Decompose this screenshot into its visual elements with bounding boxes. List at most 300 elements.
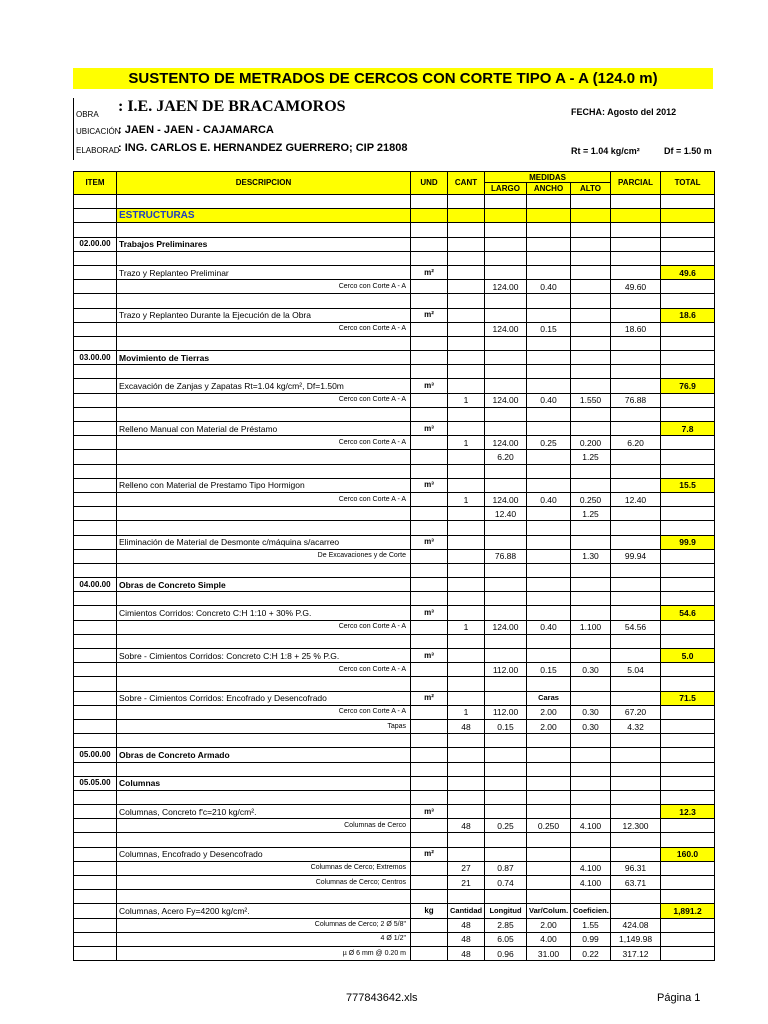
partida-total: 15.5 <box>661 478 715 492</box>
cell-largo <box>485 351 527 365</box>
cell-desc <box>117 464 411 478</box>
col-item: ITEM <box>74 172 117 195</box>
cell-und <box>411 436 448 450</box>
cell-cant <box>448 748 485 762</box>
blank-row <box>74 365 715 379</box>
detail-cant: 1 <box>448 393 485 407</box>
cell-cant <box>448 209 485 223</box>
detail-parcial: 12.40 <box>611 492 661 506</box>
cell-und <box>411 620 448 634</box>
cell-cant <box>448 308 485 322</box>
partida-description: Relleno con Material de Prestamo Tipo Hormigon <box>117 478 411 492</box>
detail-cant <box>448 280 485 294</box>
cell-item <box>74 805 117 819</box>
item-code: 05.05.00 <box>74 776 117 790</box>
cell-parcial <box>611 379 661 393</box>
cell-cant <box>448 634 485 648</box>
cell-ancho <box>527 379 571 393</box>
cell-desc <box>117 223 411 237</box>
cell-desc <box>117 734 411 748</box>
partida-total: 99.9 <box>661 535 715 549</box>
item-code: 02.00.00 <box>74 237 117 251</box>
cell-parcial <box>611 521 661 535</box>
partida-unit: m³ <box>411 606 448 620</box>
cell-und <box>411 322 448 336</box>
cell-total <box>661 734 715 748</box>
cell-item <box>74 251 117 265</box>
cell-alto <box>571 407 611 421</box>
cell-desc <box>117 762 411 776</box>
cell-cant <box>448 336 485 350</box>
obra-label: OBRA <box>76 110 99 119</box>
cell-cant <box>448 422 485 436</box>
subheader-cant: Cantidad <box>448 904 485 918</box>
section-row <box>74 776 715 790</box>
cell-largo <box>485 265 527 279</box>
blank-row <box>74 634 715 648</box>
partida-description: Cimientos Corridos: Concreto C:H 1:10 + 30% P.G. <box>117 606 411 620</box>
cell-largo <box>485 251 527 265</box>
cell-total <box>661 549 715 563</box>
cell-total <box>661 833 715 847</box>
cell-item <box>74 819 117 833</box>
detail-parcial: 18.60 <box>611 322 661 336</box>
detail-ancho: 31.00 <box>527 946 571 960</box>
cell-und <box>411 407 448 421</box>
header-elaborado-row <box>74 142 768 158</box>
cell-cant <box>448 535 485 549</box>
detail-row <box>74 705 715 719</box>
cell-ancho <box>527 464 571 478</box>
partida-row <box>74 847 715 861</box>
detail-row <box>74 507 715 521</box>
detail-cant <box>448 549 485 563</box>
cell-item <box>74 549 117 563</box>
partida-description: Relleno Manual con Material de Préstamo <box>117 422 411 436</box>
cell-largo <box>485 365 527 379</box>
partida-description: Columnas, Concreto f'c=210 kg/cm². <box>117 805 411 819</box>
cell-item <box>74 691 117 705</box>
detail-alto: 0.30 <box>571 705 611 719</box>
cell-alto <box>571 294 611 308</box>
cell-desc <box>117 890 411 904</box>
cell-alto <box>571 762 611 776</box>
detail-largo: 0.25 <box>485 819 527 833</box>
cell-alto <box>571 790 611 804</box>
detail-largo: 112.00 <box>485 705 527 719</box>
partida-row <box>74 606 715 620</box>
group-row <box>74 209 715 223</box>
cell-und <box>411 776 448 790</box>
cell-total <box>661 521 715 535</box>
partida-description: Excavación de Zanjas y Zapatas Rt=1.04 kg/cm², Df=1.50m <box>117 379 411 393</box>
partida-row <box>74 649 715 663</box>
cell-parcial <box>611 677 661 691</box>
cell-cant <box>448 790 485 804</box>
cell-desc <box>117 677 411 691</box>
cell-item <box>74 719 117 733</box>
blank-row <box>74 790 715 804</box>
cell-und <box>411 450 448 464</box>
col-alto: ALTO <box>571 183 611 195</box>
cell-ancho <box>527 535 571 549</box>
cell-ancho <box>527 592 571 606</box>
blank-row <box>74 521 715 535</box>
detail-alto <box>571 280 611 294</box>
blank-row <box>74 563 715 577</box>
partida-unit: m³ <box>411 422 448 436</box>
cell-parcial <box>611 237 661 251</box>
cell-parcial <box>611 478 661 492</box>
cell-alto <box>571 195 611 209</box>
detail-largo: 124.00 <box>485 620 527 634</box>
blank-row <box>74 762 715 776</box>
blank-row <box>74 890 715 904</box>
cell-cant <box>448 195 485 209</box>
header-ubicacion-row <box>74 124 768 140</box>
cell-ancho <box>527 209 571 223</box>
cell-total <box>661 492 715 506</box>
cell-alto <box>571 422 611 436</box>
detail-cant: 21 <box>448 876 485 890</box>
cell-cant <box>448 606 485 620</box>
partida-row <box>74 422 715 436</box>
detail-parcial: 5.04 <box>611 663 661 677</box>
cell-und <box>411 237 448 251</box>
detail-row <box>74 436 715 450</box>
detail-parcial: 12.300 <box>611 819 661 833</box>
cell-parcial <box>611 734 661 748</box>
cell-cant <box>448 351 485 365</box>
detail-largo: 12.40 <box>485 507 527 521</box>
cell-und <box>411 492 448 506</box>
cell-total <box>661 407 715 421</box>
detail-row <box>74 322 715 336</box>
cell-alto <box>571 464 611 478</box>
cell-item <box>74 379 117 393</box>
blank-row <box>74 592 715 606</box>
cell-total <box>661 719 715 733</box>
cell-alto <box>571 365 611 379</box>
detail-ancho: 0.15 <box>527 322 571 336</box>
cell-cant <box>448 578 485 592</box>
cell-total <box>661 195 715 209</box>
cell-item <box>74 195 117 209</box>
cell-und <box>411 890 448 904</box>
blank-row <box>74 464 715 478</box>
partida-unit: m³ <box>411 649 448 663</box>
partida-total: 76.9 <box>661 379 715 393</box>
cell-ancho <box>527 847 571 861</box>
partida-total: 160.0 <box>661 847 715 861</box>
cell-ancho <box>527 734 571 748</box>
cell-total <box>661 677 715 691</box>
cell-und <box>411 393 448 407</box>
cell-und <box>411 918 448 932</box>
cell-alto <box>571 223 611 237</box>
cell-largo <box>485 833 527 847</box>
cell-item <box>74 932 117 946</box>
detail-row <box>74 918 715 932</box>
partida-row <box>74 379 715 393</box>
cell-und <box>411 719 448 733</box>
partida-unit: m³ <box>411 805 448 819</box>
cell-total <box>661 393 715 407</box>
cell-ancho <box>527 478 571 492</box>
cell-und <box>411 705 448 719</box>
detail-largo: 0.74 <box>485 876 527 890</box>
cell-und <box>411 790 448 804</box>
cell-und <box>411 521 448 535</box>
cell-und <box>411 549 448 563</box>
cell-largo <box>485 762 527 776</box>
elaborado-value: : ING. CARLOS E. HERNANDEZ GUERRERO; CIP 21808 <box>118 142 408 154</box>
partida-row <box>74 535 715 549</box>
cell-und <box>411 932 448 946</box>
cell-cant <box>448 833 485 847</box>
detail-cant: 1 <box>448 492 485 506</box>
detail-ancho: 0.40 <box>527 393 571 407</box>
detail-alto: 1.30 <box>571 549 611 563</box>
cell-alto <box>571 251 611 265</box>
detail-alto: 4.100 <box>571 819 611 833</box>
cell-total <box>661 932 715 946</box>
cell-ancho <box>527 762 571 776</box>
cell-ancho <box>527 606 571 620</box>
cell-und <box>411 634 448 648</box>
cell-und <box>411 663 448 677</box>
cell-cant <box>448 677 485 691</box>
partida-unit: m³ <box>411 535 448 549</box>
cell-parcial <box>611 592 661 606</box>
cell-parcial <box>611 776 661 790</box>
detail-row <box>74 549 715 563</box>
cell-und <box>411 833 448 847</box>
cell-desc <box>117 365 411 379</box>
cell-item <box>74 663 117 677</box>
cell-parcial <box>611 535 661 549</box>
cell-largo <box>485 521 527 535</box>
cell-cant <box>448 691 485 705</box>
cell-parcial <box>611 748 661 762</box>
cell-item <box>74 847 117 861</box>
detail-description: Cerco con Corte A - A <box>117 620 411 634</box>
detail-parcial <box>611 450 661 464</box>
cell-item <box>74 606 117 620</box>
cell-desc <box>117 592 411 606</box>
cell-total <box>661 507 715 521</box>
cell-largo <box>485 578 527 592</box>
cell-alto <box>571 691 611 705</box>
cell-desc <box>117 521 411 535</box>
detail-ancho: 0.40 <box>527 280 571 294</box>
detail-ancho: 0.40 <box>527 620 571 634</box>
detail-description <box>117 450 411 464</box>
cell-largo <box>485 237 527 251</box>
cell-ancho <box>527 805 571 819</box>
cell-largo <box>485 379 527 393</box>
col-largo: LARGO <box>485 183 527 195</box>
col-total: TOTAL <box>661 172 715 195</box>
cell-alto <box>571 805 611 819</box>
header-obra-row <box>74 100 768 120</box>
partida-total: 1,891.2 <box>661 904 715 918</box>
cell-alto <box>571 237 611 251</box>
cell-largo <box>485 592 527 606</box>
cell-ancho <box>527 336 571 350</box>
section-row <box>74 578 715 592</box>
detail-description: Cerco con Corte A - A <box>117 393 411 407</box>
partida-description: Sobre - Cimientos Corridos: Concreto C:H 1:8 + 25 % P.G. <box>117 649 411 663</box>
detail-largo: 124.00 <box>485 280 527 294</box>
cell-largo <box>485 336 527 350</box>
cell-item <box>74 407 117 421</box>
cell-parcial <box>611 407 661 421</box>
partida-description: Sobre - Cimientos Corridos: Encofrado y Desencofrado <box>117 691 411 705</box>
detail-alto: 0.30 <box>571 719 611 733</box>
detail-description: Cerco con Corte A - A <box>117 322 411 336</box>
cell-total <box>661 946 715 960</box>
cell-und <box>411 819 448 833</box>
cell-ancho <box>527 351 571 365</box>
cell-alto <box>571 606 611 620</box>
detail-row <box>74 280 715 294</box>
partida-total: 12.3 <box>661 805 715 819</box>
cell-largo <box>485 209 527 223</box>
cell-item <box>74 280 117 294</box>
detail-largo: 76.88 <box>485 549 527 563</box>
cell-item <box>74 946 117 960</box>
blank-row <box>74 336 715 350</box>
footer-page: Página 1 <box>657 992 701 1004</box>
partida-total: 54.6 <box>661 606 715 620</box>
cell-parcial <box>611 365 661 379</box>
detail-parcial: 6.20 <box>611 436 661 450</box>
cell-ancho <box>527 649 571 663</box>
cell-und <box>411 280 448 294</box>
detail-largo: 124.00 <box>485 436 527 450</box>
caras-note: Caras <box>527 691 571 705</box>
cell-alto <box>571 478 611 492</box>
cell-item <box>74 436 117 450</box>
detail-row <box>74 946 715 960</box>
detail-ancho: 2.00 <box>527 705 571 719</box>
cell-alto <box>571 833 611 847</box>
cell-und <box>411 195 448 209</box>
cell-total <box>661 790 715 804</box>
cell-alto <box>571 308 611 322</box>
cell-largo <box>485 464 527 478</box>
cell-total <box>661 436 715 450</box>
cell-und <box>411 734 448 748</box>
cell-cant <box>448 365 485 379</box>
cell-alto <box>571 351 611 365</box>
cell-cant <box>448 563 485 577</box>
detail-largo: 112.00 <box>485 663 527 677</box>
cell-parcial <box>611 294 661 308</box>
cell-alto <box>571 677 611 691</box>
cell-alto <box>571 535 611 549</box>
section-row <box>74 351 715 365</box>
cell-item <box>74 762 117 776</box>
cell-und <box>411 876 448 890</box>
cell-total <box>661 251 715 265</box>
detail-parcial <box>611 507 661 521</box>
detail-largo: 0.87 <box>485 861 527 875</box>
cell-total <box>661 634 715 648</box>
cell-total <box>661 776 715 790</box>
partida-row <box>74 805 715 819</box>
cell-ancho <box>527 634 571 648</box>
cell-desc <box>117 336 411 350</box>
cell-largo <box>485 195 527 209</box>
partida-unit: m³ <box>411 379 448 393</box>
cell-total <box>661 450 715 464</box>
cell-cant <box>448 407 485 421</box>
cell-parcial <box>611 336 661 350</box>
cell-alto <box>571 379 611 393</box>
ubicacion-label: UBICACIÓN <box>76 127 121 136</box>
partida-unit: m² <box>411 308 448 322</box>
cell-parcial <box>611 833 661 847</box>
cell-parcial <box>611 691 661 705</box>
cell-alto <box>571 563 611 577</box>
cell-desc <box>117 790 411 804</box>
detail-row <box>74 450 715 464</box>
col-medidas: MEDIDAS <box>485 172 611 183</box>
cell-ancho <box>527 308 571 322</box>
detail-alto: 0.200 <box>571 436 611 450</box>
detail-alto: 4.100 <box>571 861 611 875</box>
blank-row <box>74 195 715 209</box>
detail-description: Cerco con Corte A - A <box>117 280 411 294</box>
cell-item <box>74 492 117 506</box>
cell-item <box>74 507 117 521</box>
cell-total <box>661 705 715 719</box>
detail-ancho: 0.40 <box>527 492 571 506</box>
detail-alto: 1.25 <box>571 450 611 464</box>
cell-ancho <box>527 677 571 691</box>
cell-largo <box>485 223 527 237</box>
detail-alto: 0.250 <box>571 492 611 506</box>
cell-cant <box>448 223 485 237</box>
cell-item <box>74 634 117 648</box>
cell-ancho <box>527 365 571 379</box>
detail-description <box>117 507 411 521</box>
cell-und <box>411 946 448 960</box>
cell-und <box>411 209 448 223</box>
partida-description: Columnas, Encofrado y Desencofrado <box>117 847 411 861</box>
cell-parcial <box>611 578 661 592</box>
partida-unit: m² <box>411 265 448 279</box>
obra-value: : I.E. JAEN DE BRACAMOROS <box>118 98 346 115</box>
cell-item <box>74 393 117 407</box>
detail-description: µ Ø 6 mm @ 0.20 m <box>117 946 411 960</box>
detail-alto: 4.100 <box>571 876 611 890</box>
cell-alto <box>571 592 611 606</box>
cell-largo <box>485 422 527 436</box>
partida-row <box>74 904 715 918</box>
cell-ancho <box>527 251 571 265</box>
detail-parcial: 1,149.98 <box>611 932 661 946</box>
blank-row <box>74 251 715 265</box>
cell-largo <box>485 606 527 620</box>
elaborado-label: ELABORAD <box>76 146 120 155</box>
cell-und <box>411 294 448 308</box>
table-header-row <box>74 172 715 183</box>
cell-total <box>661 280 715 294</box>
detail-largo: 2.85 <box>485 918 527 932</box>
